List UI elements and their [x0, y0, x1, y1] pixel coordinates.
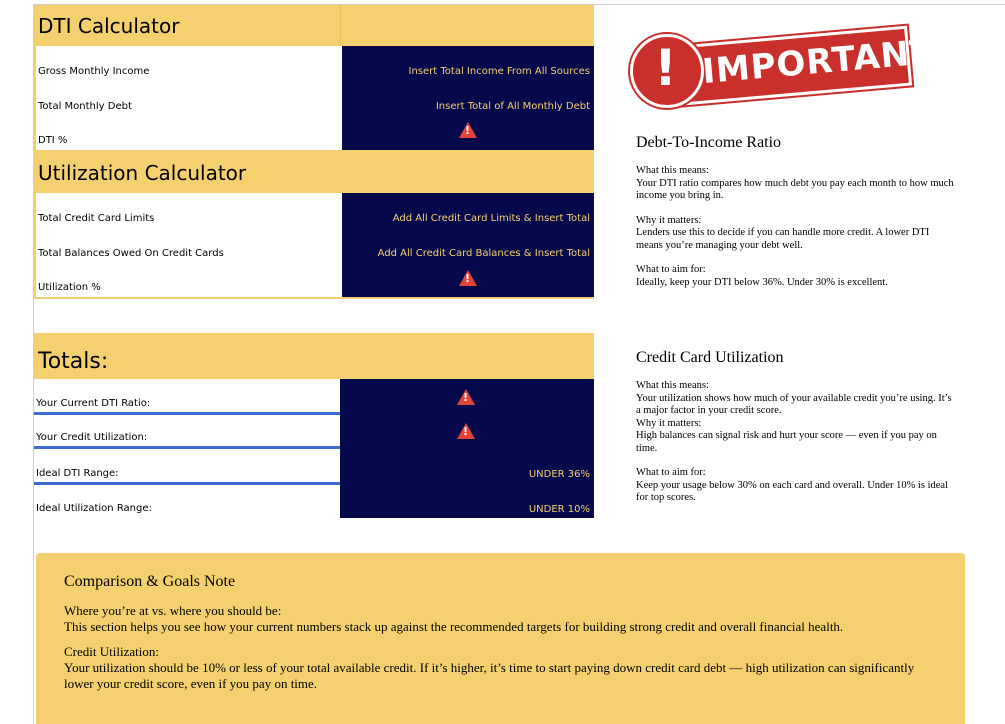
- dti-matters-label: Why it matters:: [636, 214, 702, 226]
- ideal-dti-range-value[interactable]: UNDER 36%: [528, 469, 590, 480]
- warning-icon: [457, 423, 475, 439]
- dti-info-panel: [636, 134, 956, 289]
- comparison-goals-note[interactable]: [36, 553, 965, 724]
- note-heading: Comparison & Goals Note: [64, 573, 236, 590]
- dti-value-column: [342, 46, 594, 150]
- note-where-text: This section helps you see how your current numbers stack up against the recommended targets for building strong credit and overall financial health.: [64, 619, 844, 634]
- utilization-info-panel: [636, 349, 956, 505]
- totals-table: [34, 379, 594, 518]
- ideal-utilization-range-label[interactable]: Ideal Utilization Range:: [36, 503, 152, 514]
- total-credit-card-limits-cell[interactable]: Add All Credit Card Limits & Insert Total: [392, 213, 590, 224]
- exclamation-icon: !: [654, 39, 677, 97]
- util-aim-text: Keep your usage below 30% on each card and overall. Under 10% is ideal for top scores.: [636, 479, 948, 503]
- note-util-label: Credit Utilization:: [64, 644, 159, 659]
- ideal-dti-range-label[interactable]: Ideal DTI Range:: [36, 468, 119, 479]
- dti-aim-text: Ideally, keep your DTI below 36%. Under 30% is excellent.: [636, 276, 888, 288]
- dti-matters-text: Lenders use this to decide if you can handle more credit. A lower DTI means you’re managing your debt well.: [636, 227, 930, 251]
- dti-label-column: [36, 46, 341, 150]
- note-util-text: Your utilization should be 10% or less of your total available credit. If it’s higher, it’s time to start paying down credit card debt — high utilization can significantly lower your credit score, even if you pay on time.: [64, 660, 915, 691]
- total-balances-owed-cell[interactable]: Add All Credit Card Balances & Insert Total: [377, 248, 590, 259]
- util-matters-label: Why it matters:: [636, 417, 702, 429]
- warning-icon: [457, 389, 475, 405]
- dti-calculator-title: DTI Calculator: [38, 13, 180, 38]
- dti-means-text: Your DTI ratio compares how much debt you pay each month to how much income you bring in.: [636, 177, 954, 201]
- totals-header[interactable]: [34, 333, 594, 379]
- util-means-text: Your utilization shows how much of your available credit you’re using. It’s a major factor in your credit score.: [636, 392, 952, 416]
- utilization-calculator-table: [34, 193, 594, 299]
- warning-icon: [459, 270, 477, 286]
- ideal-utilization-range-value[interactable]: UNDER 10%: [528, 504, 590, 515]
- util-info-heading: Credit Card Utilization: [636, 349, 784, 366]
- utilization-calculator-header[interactable]: [34, 152, 594, 193]
- util-means-label: What this means:: [636, 380, 709, 391]
- utilization-calculator-title: Utilization Calculator: [38, 160, 247, 185]
- totals-label-column: [34, 379, 340, 518]
- total-credit-card-limits-label[interactable]: Total Credit Card Limits: [38, 213, 155, 224]
- dti-percent-label[interactable]: DTI %: [38, 135, 68, 146]
- total-balances-owed-label[interactable]: Total Balances Owed On Credit Cards: [38, 248, 224, 259]
- row-divider: [34, 482, 340, 485]
- row-divider: [34, 412, 340, 415]
- important-stamp-image[interactable]: [630, 30, 936, 112]
- dti-info-heading: Debt-To-Income Ratio: [636, 134, 782, 151]
- total-monthly-debt-label[interactable]: Total Monthly Debt: [38, 101, 132, 112]
- utilization-percent-label[interactable]: Utilization %: [38, 282, 101, 293]
- util-matters-text: High balances can signal risk and hurt your score — even if you pay on time.: [636, 430, 937, 454]
- dti-means-label: What this means:: [636, 165, 709, 176]
- note-where-label: Where you’re at vs. where you should be:: [64, 603, 282, 618]
- gross-monthly-income-cell[interactable]: Insert Total Income From All Sources: [408, 66, 590, 77]
- util-value-column: [342, 193, 594, 297]
- dti-aim-label: What to aim for:: [636, 264, 706, 275]
- stamp-text: IMPORTANT: [700, 31, 936, 93]
- totals-value-column: [340, 379, 594, 518]
- current-dti-ratio-label[interactable]: Your Current DTI Ratio:: [36, 398, 151, 409]
- header-cell-divider: [340, 5, 341, 46]
- totals-title: Totals:: [38, 348, 109, 374]
- util-label-column: [36, 193, 341, 297]
- row-divider: [34, 446, 340, 449]
- util-aim-label: What to aim for:: [636, 467, 706, 478]
- gross-monthly-income-label[interactable]: Gross Monthly Income: [38, 66, 150, 77]
- credit-utilization-label[interactable]: Your Credit Utilization:: [36, 432, 148, 443]
- dti-calculator-header[interactable]: [34, 5, 594, 46]
- warning-icon: [459, 122, 477, 138]
- total-monthly-debt-cell[interactable]: Insert Total of All Monthly Debt: [435, 101, 590, 112]
- dti-calculator-table: [34, 46, 594, 152]
